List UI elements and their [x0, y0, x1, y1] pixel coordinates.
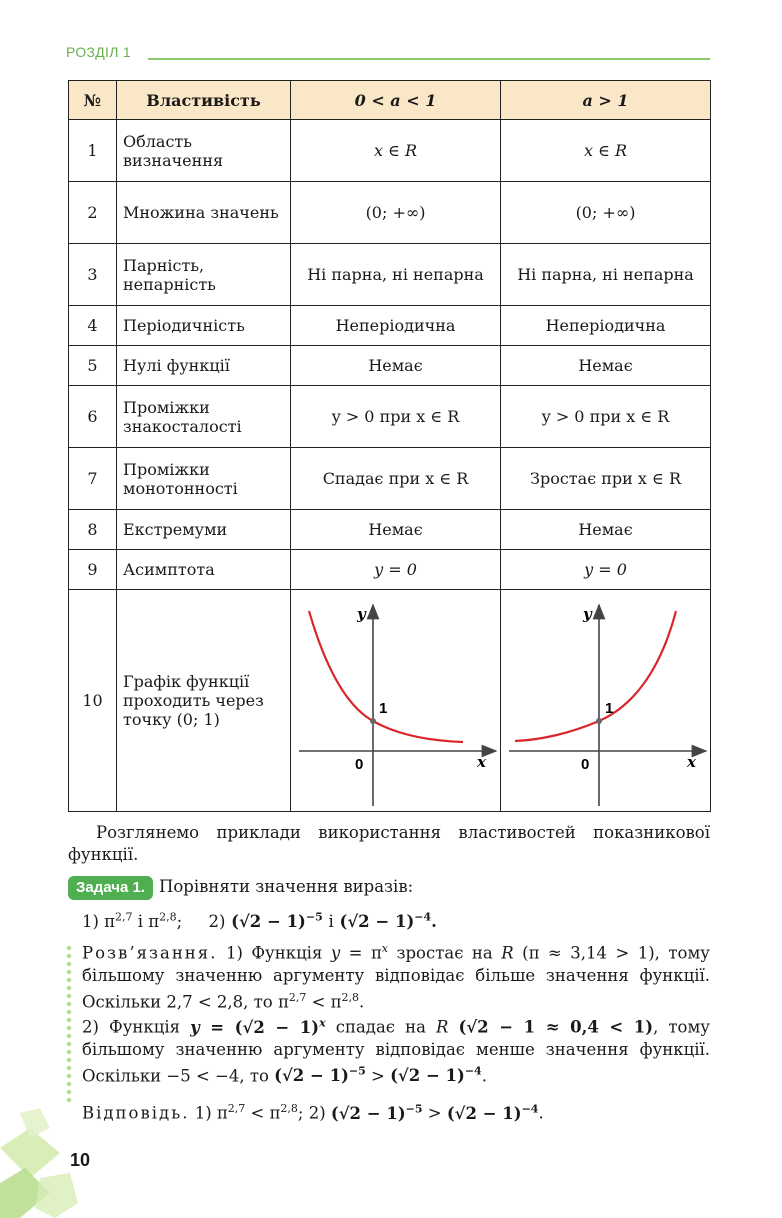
row-num: 2	[69, 182, 117, 244]
row-value-increasing: x ∈ R	[501, 120, 711, 182]
row-value-increasing: Немає	[501, 510, 711, 550]
row-property: Періодичність	[117, 306, 291, 346]
graph-increasing	[501, 591, 711, 811]
table-row-graph	[69, 590, 711, 812]
row-value-decreasing: y > 0 при x ∈ R	[291, 386, 501, 448]
table-row	[69, 346, 711, 386]
graph-increasing-cell	[501, 590, 711, 812]
task-item-2: 2) $(√2 - 1)^{-5}$ і $(√2 - 1)^{-4}$.	[208, 910, 437, 931]
exp-curve-increasing	[515, 611, 676, 741]
row-property: Проміжки монотонності	[117, 448, 291, 510]
header-rule	[148, 58, 710, 60]
table-row	[69, 448, 711, 510]
row-property: Парність, непарність	[117, 244, 291, 306]
answer-word: Відповідь.	[82, 1103, 190, 1123]
y-axis-label: y	[357, 604, 366, 623]
exp-curve-decreasing	[309, 611, 463, 742]
row-value-decreasing: Неперіодична	[291, 306, 501, 346]
y-axis-label: y	[583, 604, 592, 623]
table-row	[69, 510, 711, 550]
table-row	[69, 386, 711, 448]
point-0-1	[596, 718, 602, 724]
col-header-a-less-1: 0 < a < 1	[291, 81, 501, 120]
task-badge: Задача 1.	[68, 876, 153, 900]
row-property: Проміжки знакосталості	[117, 386, 291, 448]
properties-table	[68, 80, 711, 812]
row-num: 9	[69, 550, 117, 590]
x-axis-label: x	[687, 752, 696, 771]
origin-label: 0	[355, 755, 364, 773]
row-property: Графік функції проходить через точку (0; 1)	[117, 590, 291, 812]
row-num: 1	[69, 120, 117, 182]
table-row	[69, 550, 711, 590]
one-label: 1	[379, 699, 388, 717]
row-value-decreasing: Спадає при x ∈ R	[291, 448, 501, 510]
x-axis-label: x	[477, 752, 486, 771]
intro-paragraph: Розглянемо приклади використання властивостей показникової функції.	[68, 823, 710, 864]
row-value-increasing: Неперіодична	[501, 306, 711, 346]
col-header-num: №	[69, 81, 117, 120]
solution-part-1: Розв’язання. 1) Функція $y = \pi^x$ зростає на R (π ≈ 3,14 > 1), тому більшому значенню аргументу відповідає більше значення функції. Оскільки 2,7 < 2,8, то $\pi^{2,7} < \pi^{2,8}$.	[82, 942, 710, 1011]
row-num: 8	[69, 510, 117, 550]
task-title: Порівняти значення виразів:	[158, 877, 414, 896]
section-label: РОЗДІЛ 1	[66, 44, 132, 60]
row-num: 3	[69, 244, 117, 306]
answer-line: Відповідь. 1) $\pi^{2,7} < \pi^{2,8}$; 2) $(√2 - 1)^{-5} > (√2 - 1)^{-4}$.	[82, 1102, 544, 1123]
one-label: 1	[605, 699, 614, 717]
table-row	[69, 244, 711, 306]
row-num: 5	[69, 346, 117, 386]
row-num: 6	[69, 386, 117, 448]
row-property: Екстремуми	[117, 510, 291, 550]
origin-label: 0	[581, 755, 590, 773]
row-num: 7	[69, 448, 117, 510]
corner-decoration	[0, 1108, 80, 1218]
row-value-increasing: y = 0	[501, 550, 711, 590]
row-value-decreasing: Немає	[291, 510, 501, 550]
row-property: Область визначення	[117, 120, 291, 182]
row-num: 4	[69, 306, 117, 346]
row-value-decreasing: x ∈ R	[291, 120, 501, 182]
table-row	[69, 120, 711, 182]
row-property: Нулі функції	[117, 346, 291, 386]
table-header-row	[69, 81, 711, 120]
row-value-decreasing: Немає	[291, 346, 501, 386]
task-heading	[68, 876, 710, 900]
row-value-increasing: (0; +∞)	[501, 182, 711, 244]
row-value-increasing: y > 0 при x ∈ R	[501, 386, 711, 448]
row-value-increasing: Немає	[501, 346, 711, 386]
solution-dot-marker	[66, 944, 72, 1104]
graph-decreasing	[291, 591, 501, 811]
task-items	[82, 906, 702, 933]
page-number: 10	[70, 1150, 91, 1170]
row-value-increasing: Зростає при x ∈ R	[501, 448, 711, 510]
solution-part-2: 2) Функція $y = (√2 - 1)^x$ спадає на R (√2 − 1 ≈ 0,4 < 1), тому більшому значенню аргументу відповідає менше значення функції. Оскільки −5 < −4, то $(√2 - 1)^{-5} > (√2 - 1)^{-4}$.	[82, 1016, 710, 1085]
row-value-decreasing: Ні парна, ні непарна	[291, 244, 501, 306]
row-num: 10	[69, 590, 117, 812]
point-0-1	[370, 718, 376, 724]
solution-word: Розв’язання.	[82, 943, 218, 963]
task-item-1: 1) $\pi^{2,7}$ і $\pi^{2,8}$;	[82, 910, 183, 931]
row-property: Асимптота	[117, 550, 291, 590]
row-value-decreasing: (0; +∞)	[291, 182, 501, 244]
row-property: Множина значень	[117, 182, 291, 244]
table-row	[69, 306, 711, 346]
table-row	[69, 182, 711, 244]
graph-decreasing-cell	[291, 590, 501, 812]
col-header-property: Властивість	[117, 81, 291, 120]
row-value-increasing: Ні парна, ні непарна	[501, 244, 711, 306]
row-value-decreasing: y = 0	[291, 550, 501, 590]
col-header-a-greater-1: a > 1	[501, 81, 711, 120]
